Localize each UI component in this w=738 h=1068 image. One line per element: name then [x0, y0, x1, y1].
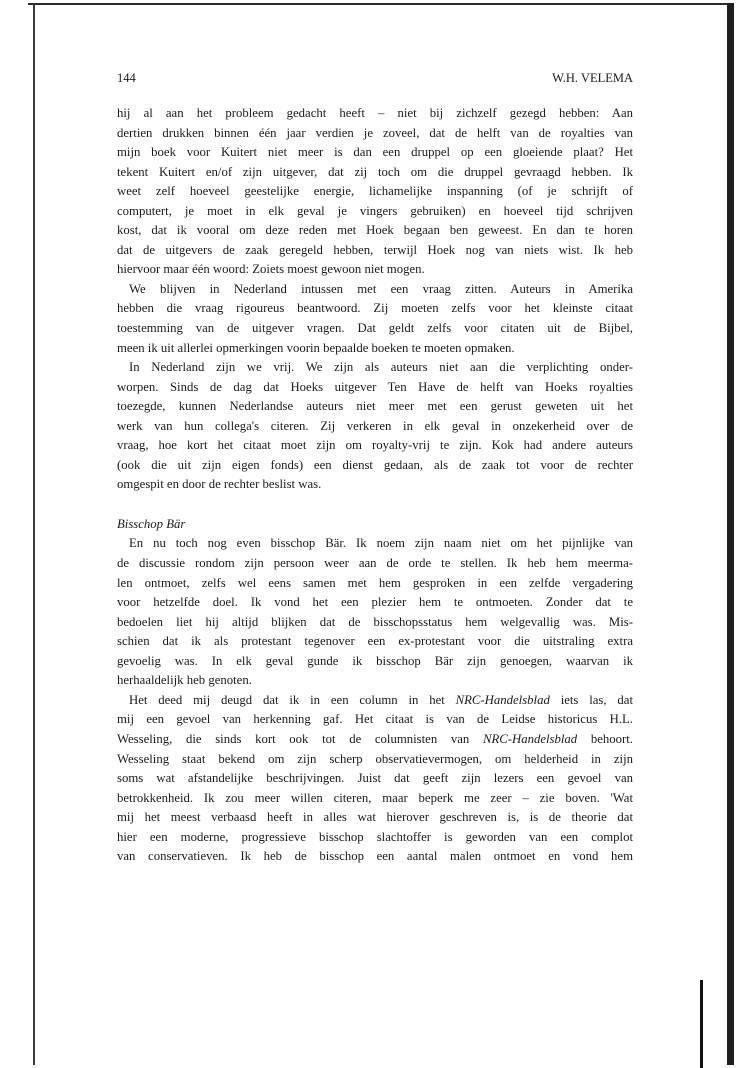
text-line: Het deed mij deugd dat ik in een column in het NRC-Handelsblad iets las, dat: [129, 692, 633, 707]
section-heading: Bisschop Bär: [117, 516, 186, 531]
paragraph: [117, 534, 633, 690]
paragraph: [117, 358, 633, 495]
final-paragraph-rest: [117, 750, 633, 867]
text-line: weet zelf hoeveel geestelijke energie, lichamelijke inspanning (of je schrijft of: [117, 184, 633, 199]
text-line: hier een moderne, progressieve bisschop slachtoffer is geworden van een complot: [117, 829, 633, 844]
text-line: kost, dat ik vooral om deze reden met Hoek begaan ben geweest. En dan te horen: [117, 223, 633, 238]
scan-edge-left: [33, 3, 35, 1065]
text-line: de discussie rondom zijn persoon weer aan de orde te stellen. Ik heb hem meerma-: [117, 556, 633, 571]
text-line: toestemming van de uitgever vragen. Dat geldt zelfs voor citaten uit de Bijbel,: [117, 321, 633, 336]
text-line: meen ik uit allerlei opmerkingen voorin bepaalde boeken te moeten opmaken.: [117, 340, 515, 355]
text-line: mijn boek voor Kuitert niet meer is dan een druppel op een gloeiende plaat? Het: [117, 145, 633, 160]
running-head: W.H. VELEMA: [552, 71, 633, 85]
text-line: dat de uitgevers de zaak geregeld hebben, terwijl Hoek nog van niets wist. Ik heb: [117, 242, 633, 257]
text-line: hebben die vraag rigoureus beantwoord. Zij moeten zelfs voor het kleinste citaat: [117, 301, 633, 316]
page-header: [117, 70, 633, 86]
text-line: betrokkenheid. Ik zou meer willen citeren, maar beperk me zeer – zie boven. 'Wat: [117, 790, 633, 805]
text-line: En nu toch nog even bisschop Bär. Ik noem zijn naam niet om het pijnlijke van: [129, 536, 633, 551]
text-line: Wesseling staat bekend om zijn scherp observatievermogen, om helderheid in zijn: [117, 751, 633, 766]
text-line: In Nederland zijn we vrij. We zijn als auteurs niet aan die verplichting onder-: [129, 360, 633, 375]
text-line: omgespit en door de rechter beslist was.: [117, 477, 322, 492]
text-line: schien dat ik als protestant tegenover een ex-protestant voor die uitstraling extra: [117, 634, 633, 649]
text-line: (ook die uit zijn eigen fonds) een dienst gedaan, als de zaak tot voor de rechter: [117, 457, 633, 472]
text-line: worpen. Sinds de dag dat Hoeks uitgever Ten Have de helft van Hoeks royalties: [117, 379, 633, 394]
section-gap: [117, 495, 633, 515]
text-line: vraag, hoe kort het citaat moet zijn om royalty-vrij te zijn. Kok had andere auteurs: [117, 438, 633, 453]
text-line: Wesseling, die sinds kort ook tot de columnisten van NRC-Handelsblad behoort.: [117, 731, 633, 746]
text-line: mij het meest verbaasd heeft in alles wat hierover geschreven is, is de theorie dat: [117, 810, 633, 825]
text-line: bedoelen liet hij altijd blijken dat de bisschopsstatus hem welgevallig was. Mis-: [117, 614, 633, 629]
text-line: werk van hun collega's citeren. Zij verkeren in elk geval in onzekerheid over de: [117, 418, 633, 433]
text-line: mij een gevoel van herkenning gaf. Het citaat is van de Leidse historicus H.L.: [117, 712, 633, 727]
scan-edge-shadow: [700, 980, 703, 1068]
text-line: soms wat afstandelijke beschrijvingen. Juist dat geeft zijn lezers een gevoel van: [117, 771, 633, 786]
section-text: [117, 534, 633, 690]
book-page: [117, 70, 633, 867]
scan-edge-top: [28, 3, 734, 5]
paragraph: [117, 104, 633, 280]
paragraph: [117, 280, 633, 358]
text-line: dertien drukken binnen één jaar verdien je zoveel, dat de helft van de royalties van: [117, 125, 633, 140]
text-line: len ontmoet, zelfs wel eens samen met hem gesproken in een zelfde vergadering: [117, 575, 633, 590]
text-line: van conservatieven. Ik heb de bisschop een aantal malen ontmoet en vond hem: [117, 849, 633, 864]
text-line: herhaaldelijk heb genoten.: [117, 673, 252, 688]
text-line: voor hetzelfde doel. Ik vond het een plezier hem te ontmoeten. Zonder dat te: [117, 595, 633, 610]
text-line: toezegde, kunnen Nederlandse auteurs niet meer met een gerust geweten uit het: [117, 399, 633, 414]
text-line: tekent Kuitert en/of zijn uitgever, dat zij toch om die druppel gevraagd hebben. Ik: [117, 164, 633, 179]
newspaper-title: NRC-Handelsblad: [482, 731, 578, 746]
text-line: hij al aan het probleem gedacht heeft – niet bij zichzelf gezegd hebben: Aan: [117, 106, 633, 120]
text-line: computert, je moet in elk geval je vingers gebruiken) en hoeveel tijd schrijven: [117, 203, 633, 218]
body-text: [117, 104, 633, 495]
scan-edge-right: [727, 3, 734, 1065]
text-line: hiervoor maar één woord: Zoiets moest gewoon niet mogen.: [117, 262, 425, 277]
newspaper-title: NRC-Handelsblad: [455, 692, 550, 707]
page-number: 144: [117, 71, 136, 85]
final-paragraph: [117, 691, 633, 867]
text-line: We blijven in Nederland intussen met een vraag zitten. Auteurs in Amerika: [129, 281, 633, 296]
text-line: gevoelig was. In elk geval gunde ik bisschop Bär zijn genoegen, waarvan ik: [117, 653, 633, 668]
